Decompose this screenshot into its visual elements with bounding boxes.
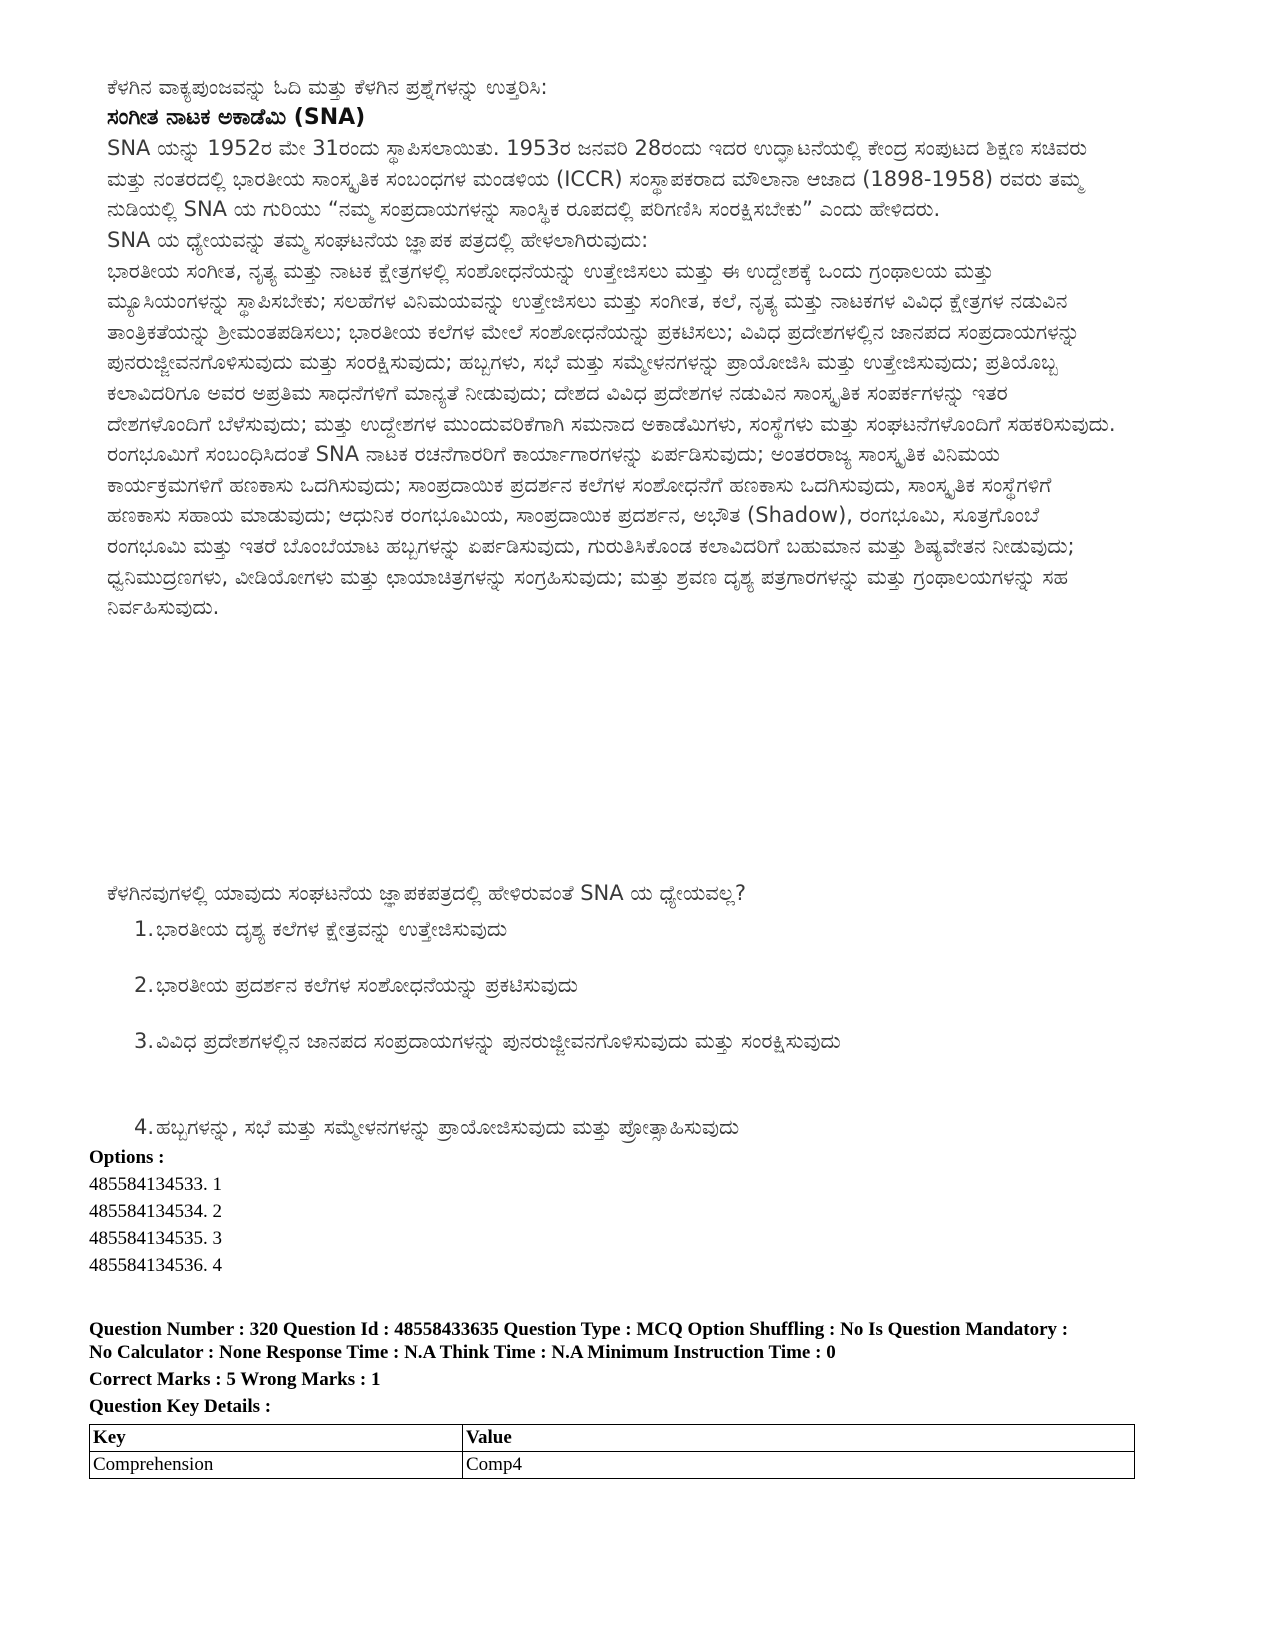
options-label: Options : <box>89 1147 165 1168</box>
choice-number: 1. <box>134 917 155 941</box>
question-text: ಕೆಳಗಿನವುಗಳಲ್ಲಿ ಯಾವುದು ಸಂಘಟನೆಯ ಜ್ಞಾಪಕಪತ್ರದಲ್ಲಿ ಹೇಳಿರುವಂತೆ SNA ಯ ಧ್ಯೇಯವಲ್ಲ? <box>107 881 747 905</box>
passage-instruction: ಕೆಳಗಿನ ವಾಕ್ಯಪುಂಜವನ್ನು ಓದಿ ಮತ್ತು ಕೆಳಗಿನ ಪ್ರಶ್ನೆಗಳನ್ನು ಉತ್ತರಿಸಿ: <box>107 75 548 99</box>
passage-paragraph-4: ರಂಗಭೂಮಿಗೆ ಸಂಬಂಧಿಸಿದಂತೆ SNA ನಾಟಕ ರಚನೆಗಾರರಿಗೆ ಕಾರ್ಯಾಗಾರಗಳನ್ನು ಏರ್ಪಡಿಸುವುದು; ಅಂತರರಾಜ್ಯ ಸಾಂಸ್ಕೃತಿಕ ವಿನಿಮಯ ಕಾರ್ಯಕ್ರಮಗಳಿಗೆ ಹಣಕಾಸು ಒದಗಿಸುವುದು; ಸಾಂಪ್ರದಾಯಿಕ ಪ್ರದರ್ಶನ ಕಲೆಗಳ ಸಂಶೋಧನೆಗೆ ಹಣಕಾಸು ಒದಗಿಸುವುದು, ಸಾಂಸ್ಕೃತಿಕ ಸಂಸ್ಥೆಗಳಿಗೆ ಹಣಕಾಸು ಸಹಾಯ ಮಾಡುವುದು; ಆಧುನಿಕ ರಂಗಭೂಮಿಯ, ಸಾಂಪ್ರದಾಯಿಕ ಪ್ರದರ್ಶನ, ಅಭೌತ (Shadow), ರಂಗಭೂಮಿ, ಸೂತ್ರಗೊಂಬೆ ರಂಗಭೂಮಿ ಮತ್ತು ಇತರೆ ಬೊಂಬೆಯಾಟ ಹಬ್ಬಗಳನ್ನು ಏರ್ಪಡಿಸುವುದು, ಗುರುತಿಸಿಕೊಂಡ ಕಲಾವಿದರಿಗೆ ಬಹುಮಾನ ಮತ್ತು ಶಿಷ್ಯವೇತನ ನೀಡುವುದು; ಧ್ವನಿಮುದ್ರಣಗಳು, ವೀಡಿಯೋಗಳು ಮತ್ತು ಛಾಯಾಚಿತ್ರಗಳನ್ನು ಸಂಗ್ರಹಿಸುವುದು; ಮತ್ತು ಶ್ರವಣ ದೃಶ್ಯ ಪತ್ರಗಾರಗಳನ್ನು ಮತ್ತು ಗ್ರಂಥಾಲಯಗಳನ್ನು ಸಹ ನಿರ್ವಹಿಸುವುದು. <box>107 442 1075 620</box>
option-line: 485584134536. 4 <box>89 1255 222 1276</box>
choice-number: 2. <box>134 973 155 997</box>
choice-item <box>134 1026 1064 1057</box>
choice-text: ಭಾರತೀಯ ದೃಶ್ಯ ಕಲೆಗಳ ಕ್ಷೇತ್ರವನ್ನು ಉತ್ತೇಜಿಸುವುದು <box>156 917 508 941</box>
choice-item <box>134 914 1064 945</box>
choice-number: 3. <box>134 1029 155 1053</box>
table-header-key: Key <box>90 1425 463 1452</box>
table-header-value: Value <box>463 1425 1135 1452</box>
option-line: 485584134534. 2 <box>89 1201 222 1222</box>
passage-paragraph-2: SNA ಯ ಧ್ಯೇಯವನ್ನು ತಮ್ಮ ಸಂಘಟನೆಯ ಜ್ಞಾಪಕ ಪತ್ರದಲ್ಲಿ ಹೇಳಲಾಗಿರುವುದು: <box>107 227 649 252</box>
question-block <box>107 878 1127 1139</box>
table-header-row <box>90 1425 1135 1452</box>
passage-paragraph-1: SNA ಯನ್ನು 1952ರ ಮೇ 31ರಂದು ಸ್ಥಾಪಿಸಲಾಯಿತು. 1953ರ ಜನವರಿ 28ರಂದು ಇದರ ಉದ್ಘಾಟನೆಯಲ್ಲಿ ಕೇಂದ್ರ ಸಂಪುಟದ ಶಿಕ್ಷಣ ಸಚಿವರು ಮತ್ತು ನಂತರದಲ್ಲಿ ಭಾರತೀಯ ಸಾಂಸ್ಕೃತಿಕ ಸಂಬಂಧಗಳ ಮಂಡಳಿಯ (ICCR) ಸಂಸ್ಥಾಪಕರಾದ ಮೌಲಾನಾ ಆಜಾದ (1898-1958) ರವರು ತಮ್ಮ ನುಡಿಯಲ್ಲಿ SNA ಯ ಗುರಿಯು “ನಮ್ಮ ಸಂಪ್ರದಾಯಗಳನ್ನು ಸಾಂಸ್ಥಿಕ ರೂಪದಲ್ಲಿ ಪರಿಗಣಿಸಿ ಸಂರಕ್ಷಿಸಬೇಕು” ಎಂದು ಹೇಳಿದರು. <box>107 136 1088 222</box>
choice-number: 4. <box>134 1115 155 1139</box>
key-details-label: Question Key Details : <box>89 1396 272 1417</box>
choice-text: ಹಬ್ಬಗಳನ್ನು, ಸಭೆ ಮತ್ತು ಸಮ್ಮೇಳನಗಳನ್ನು ಪ್ರಾಯೋಜಿಸುವುದು ಮತ್ತು ಪ್ರೋತ್ಸಾಹಿಸುವುದು <box>156 1115 740 1139</box>
question-info-line-1: Question Number : 320 Question Id : 48558433635 Question Type : MCQ Option Shuffling : No Is Question Mandatory : <box>89 1319 1069 1340</box>
passage-heading: ಸಂಗೀತ ನಾಟಕ ಅಕಾಡೆಮಿ (SNA) <box>107 104 366 130</box>
choice-text: ವಿವಿಧ ಪ್ರದೇಶಗಳಲ್ಲಿನ ಜಾನಪದ ಸಂಪ್ರದಾಯಗಳನ್ನು ಪುನರುಜ್ಜೀವನಗೊಳಿಸುವುದು ಮತ್ತು ಸಂರಕ್ಷಿಸುವುದು <box>156 1029 841 1053</box>
passage-paragraph-3: ಭಾರತೀಯ ಸಂಗೀತ, ನೃತ್ಯ ಮತ್ತು ನಾಟಕ ಕ್ಷೇತ್ರಗಳಲ್ಲಿ ಸಂಶೋಧನೆಯನ್ನು ಉತ್ತೇಜಿಸಲು ಮತ್ತು ಈ ಉದ್ದೇಶಕ್ಕೆ ಒಂದು ಗ್ರಂಥಾಲಯ ಮತ್ತು ಮ್ಯೂಸಿಯಂಗಳನ್ನು ಸ್ಥಾಪಿಸಬೇಕು; ಸಲಹೆಗಳ ವಿನಿಮಯವನ್ನು ಉತ್ತೇಜಿಸಲು ಮತ್ತು ಸಂಗೀತ, ಕಲೆ, ನೃತ್ಯ ಮತ್ತು ನಾಟಕಗಳ ವಿವಿಧ ಕ್ಷೇತ್ರಗಳ ನಡುವಿನ ತಾಂತ್ರಿಕತೆಯನ್ನು ಶ್ರೀಮಂತಪಡಿಸಲು; ಭಾರತೀಯ ಕಲೆಗಳ ಮೇಲೆ ಸಂಶೋಧನೆಯನ್ನು ಪ್ರಕಟಿಸಲು; ವಿವಿಧ ಪ್ರದೇಶಗಳಲ್ಲಿನ ಜಾನಪದ ಸಂಪ್ರದಾಯಗಳನ್ನು ಪುನರುಜ್ಜೀವನಗೊಳಿಸುವುದು ಮತ್ತು ಸಂರಕ್ಷಿಸುವುದು; ಹಬ್ಬಗಳು, ಸಭೆ ಮತ್ತು ಸಮ್ಮೇಳನಗಳನ್ನು ಪ್ರಾಯೋಜಿಸಿ ಮತ್ತು ಉತ್ತೇಜಿಸುವುದು; ಪ್ರತಿಯೊಬ್ಬ ಕಲಾವಿದರಿಗೂ ಅವರ ಅಪ್ರತಿಮ ಸಾಧನೆಗಳಿಗೆ ಮಾನ್ಯತೆ ನೀಡುವುದು; ದೇಶದ ವಿವಿಧ ಪ್ರದೇಶಗಳ ನಡುವಿನ ಸಾಂಸ್ಕೃತಿಕ ಸಂಪರ್ಕಗಳನ್ನು ಇತರ ದೇಶಗಳೊಂದಿಗೆ ಬೆಳೆಸುವುದು; ಮತ್ತು ಉದ್ದೇಶಗಳ ಮುಂದುವರಿಕೆಗಾಗಿ ಸಮನಾದ ಅಕಾಡೆಮಿಗಳು, ಸಂಸ್ಥೆಗಳು ಮತ್ತು ಸಂಘಟನೆಗಳೊಂದಿಗೆ ಸಹಕರಿಸುವುದು. <box>107 258 1116 436</box>
option-line: 485584134533. 1 <box>89 1174 222 1195</box>
key-details-table <box>89 1424 1135 1479</box>
comprehension-passage <box>107 72 1117 623</box>
choice-item <box>134 970 1064 1001</box>
question-info <box>89 1318 1149 1364</box>
table-cell-key: Comprehension <box>90 1452 463 1479</box>
marks-info: Correct Marks : 5 Wrong Marks : 1 <box>89 1369 381 1390</box>
choice-item <box>134 1112 1064 1143</box>
table-cell-value: Comp4 <box>463 1452 1135 1479</box>
option-line: 485584134535. 3 <box>89 1228 222 1249</box>
choice-text: ಭಾರತೀಯ ಪ್ರದರ್ಶನ ಕಲೆಗಳ ಸಂಶೋಧನೆಯನ್ನು ಪ್ರಕಟಿಸುವುದು <box>156 973 578 997</box>
table-row <box>90 1452 1135 1479</box>
question-info-line-2: No Calculator : None Response Time : N.A Think Time : N.A Minimum Instruction Time : 0 <box>89 1342 836 1363</box>
